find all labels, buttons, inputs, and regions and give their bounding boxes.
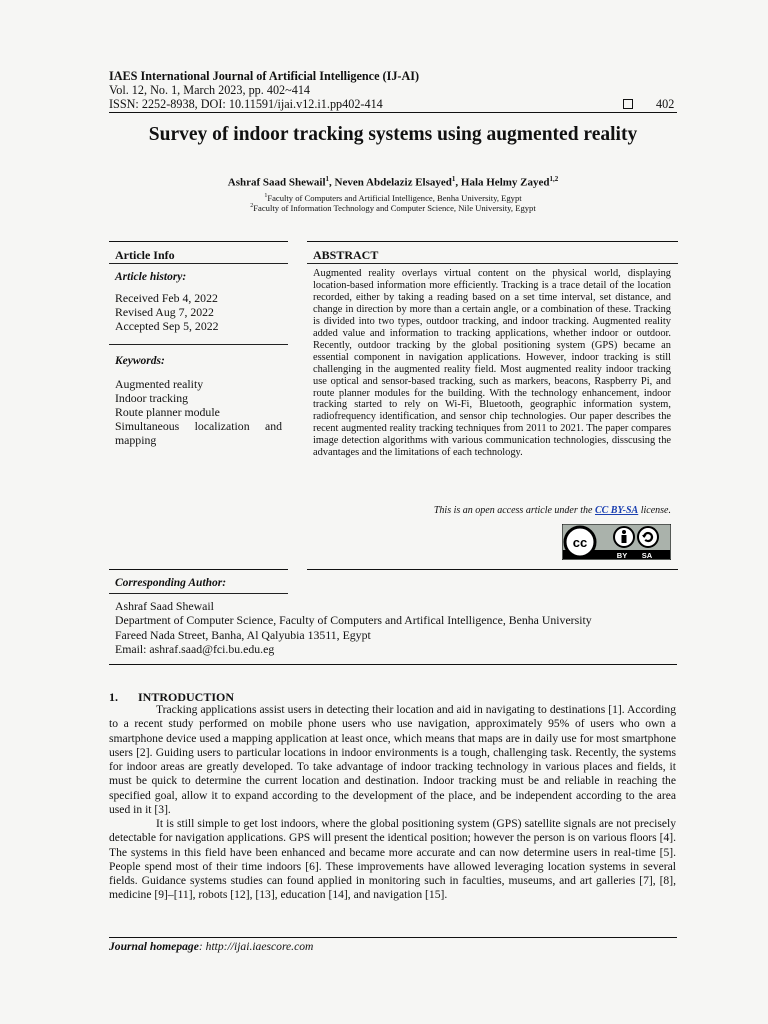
square-bullet-icon (623, 99, 633, 109)
article-info-bottom-rule (109, 569, 288, 570)
paragraph-text: Tracking applications assist users in detecting their location and aid in navigating to destinations [1]. According to a recent study performed on mobile phone users who use navigation, approximately 95% of users who own a smartphone device used a mapping application at least once, which means that maps are in daily use for most smartphone users [2]. Guiding users to particular locations in indoor environments is a tough, challenging task. Recently, the systems for indoor areas are greatly developed. To take advantage of indoor tracking technology in various places and fields, it must be quick to determine the current location and destination. Indoor tracking must be and reliable in reaching the specified goal, allow it to expand according to the development of the place, and be independent according to the area used in it [3]. (109, 703, 676, 817)
license-prefix: This is an open access article under the (433, 505, 595, 516)
affiliation-mark: 1 (264, 193, 268, 199)
history-accepted: Accepted Sep 5, 2022 (115, 319, 219, 333)
abstract-text: Augmented reality overlays virtual content on the physical world, displaying location-based information more efficiently. Tracking is a trace detail of the location recorded, either by taking a reading based on a set time interval, set distance, and change in direction by more than a certain angle, or a combination of these. Tracking is divided into two types, outdoor tracking, and indoor tracking. Augmented reality added value and information to tracking applications, whether indoor or outdoor. Recently, outdoor tracking by the global positioning system (GPS) became an essential component in navigation applications. However, indoor tracking is still challenging in the augmented reality field. Most augmented reality indoor tracking use optical and sensor-based tracking, such as markers, beacons, Raspberry Pi, and route planner modules for the building. With the technology enhancement, indoor tracking started to rely on Wi-Fi, Bluetooth, geographic information system, radiofrequency identification, and sensor chip technologies. Our paper describes the recent augmented reality tracking techniques from 2011 to 2021. The paper compares image detection algorithms with various communication technologies, disscusing the advantages and the limitations of each technology. (313, 268, 671, 459)
footer-rule (109, 937, 677, 938)
author-list: Ashraf Saad Shewail$^1$, Neven Abdelaziz Elsayed$^1$, Hala Helmy Zayed$^{1,2}$ (227, 175, 559, 189)
abstract-bottom-rule (307, 569, 678, 570)
intro-paragraph (109, 817, 676, 903)
affiliation-mark: 2 (250, 203, 254, 209)
history-received: Received Feb 4, 2022 (115, 291, 218, 305)
page-number: 402 (656, 97, 675, 111)
corresponding-author-heading: Corresponding Author: (115, 577, 227, 589)
abstract-top-rule (307, 241, 678, 242)
keyword: Route planner module (115, 405, 220, 419)
journal-name: IAES International Journal of Artificial Intelligence (IJ-AI) (109, 69, 420, 83)
article-info-sub-rule (109, 263, 288, 264)
paper-title: Survey of indoor tracking systems using augmented reality (148, 124, 638, 145)
creative-commons-by-sa-icon[interactable] (562, 524, 671, 560)
abstract-sub-rule (307, 263, 678, 264)
keyword: Indoor tracking (115, 391, 189, 405)
journal-issn-doi: ISSN: 2252-8938, DOI: 10.11591/ijai.v12.i1.pp402-414 (109, 97, 383, 111)
section-title: INTRODUCTION (138, 690, 235, 704)
article-history-heading: Article history: (115, 271, 187, 283)
author-affiliation-mark: 1,2 (549, 175, 559, 183)
history-divider (109, 344, 288, 345)
affiliation (0, 201, 768, 213)
keyword: Augmented reality (115, 377, 204, 391)
affiliation-text: Faculty of Computers and Artificial Intelligence, Benha University, Egypt (267, 192, 522, 203)
corresponding-name: Ashraf Saad Shewail (115, 599, 214, 613)
journal-homepage (109, 940, 313, 953)
license-statement (313, 505, 671, 516)
author-name: Ashraf Saad Shewail (227, 176, 326, 189)
keywords-heading: Keywords: (115, 355, 165, 367)
author-affiliation-mark: 1 (451, 175, 456, 183)
article-info-heading: Article Info (115, 248, 175, 262)
author-name: Neven Abdelaziz Elsayed (334, 176, 452, 189)
corresponding-department: Department of Computer Science, Faculty of Computers and Artifical Intelligence, Benha University (115, 613, 592, 628)
article-info-top-rule (109, 241, 288, 242)
keyword: Simultaneous localization and mapping (115, 419, 282, 447)
intro-paragraph (109, 703, 676, 817)
corresponding-email: Email: ashraf.saad@fci.bu.edu.eg (115, 642, 275, 657)
section-number: 1. (109, 690, 118, 704)
history-revised: Revised Aug 7, 2022 (115, 305, 214, 319)
journal-volume: Vol. 12, No. 1, March 2023, pp. 402~414 (109, 83, 311, 97)
corresponding-bottom-rule (109, 664, 677, 665)
svg-text:cc: cc (572, 535, 588, 550)
cc-sa-label: SA (641, 551, 653, 560)
corresponding-divider (109, 593, 288, 594)
footer-sep: : (198, 940, 206, 953)
author-name: Hala Helmy Zayed (460, 176, 550, 189)
corresponding-author-block (115, 599, 592, 657)
cc-by-label: BY (616, 551, 628, 560)
paragraph-text: It is still simple to get lost indoors, where the global positioning system (GPS) satellite signals are not precisely detectable for navigation applications. GPS will present the identical position; however the person is on various floors [4]. The systems in this field have been enhanced and became more accurate and can now determine users in real-time [5]. People spend most of their time indoors [6]. These improvements have allowed leveraging location systems in several fields. Guidance systems studies can found applied in monitoring such in faculties, museums, and art galleries [7], [8], medicine [9]–[11], robots [12], [13], education [14], and navigation [15]. (109, 817, 676, 902)
corresponding-address: Fareed Nada Street, Banha, Al Qalyubia 13511, Egypt (115, 627, 371, 642)
abstract-heading: ABSTRACT (313, 248, 379, 262)
license-suffix: license. (638, 505, 671, 516)
footer-label: Journal homepage (109, 940, 199, 953)
author-affiliation-mark: 1 (325, 175, 330, 183)
journal-homepage-link[interactable]: http://ijai.iaescore.com (205, 940, 314, 953)
license-link[interactable]: CC BY-SA (594, 505, 639, 516)
header-rule (109, 112, 677, 113)
affiliation-text: Faculty of Information Technology and Computer Science, Nile University, Egypt (253, 202, 536, 213)
